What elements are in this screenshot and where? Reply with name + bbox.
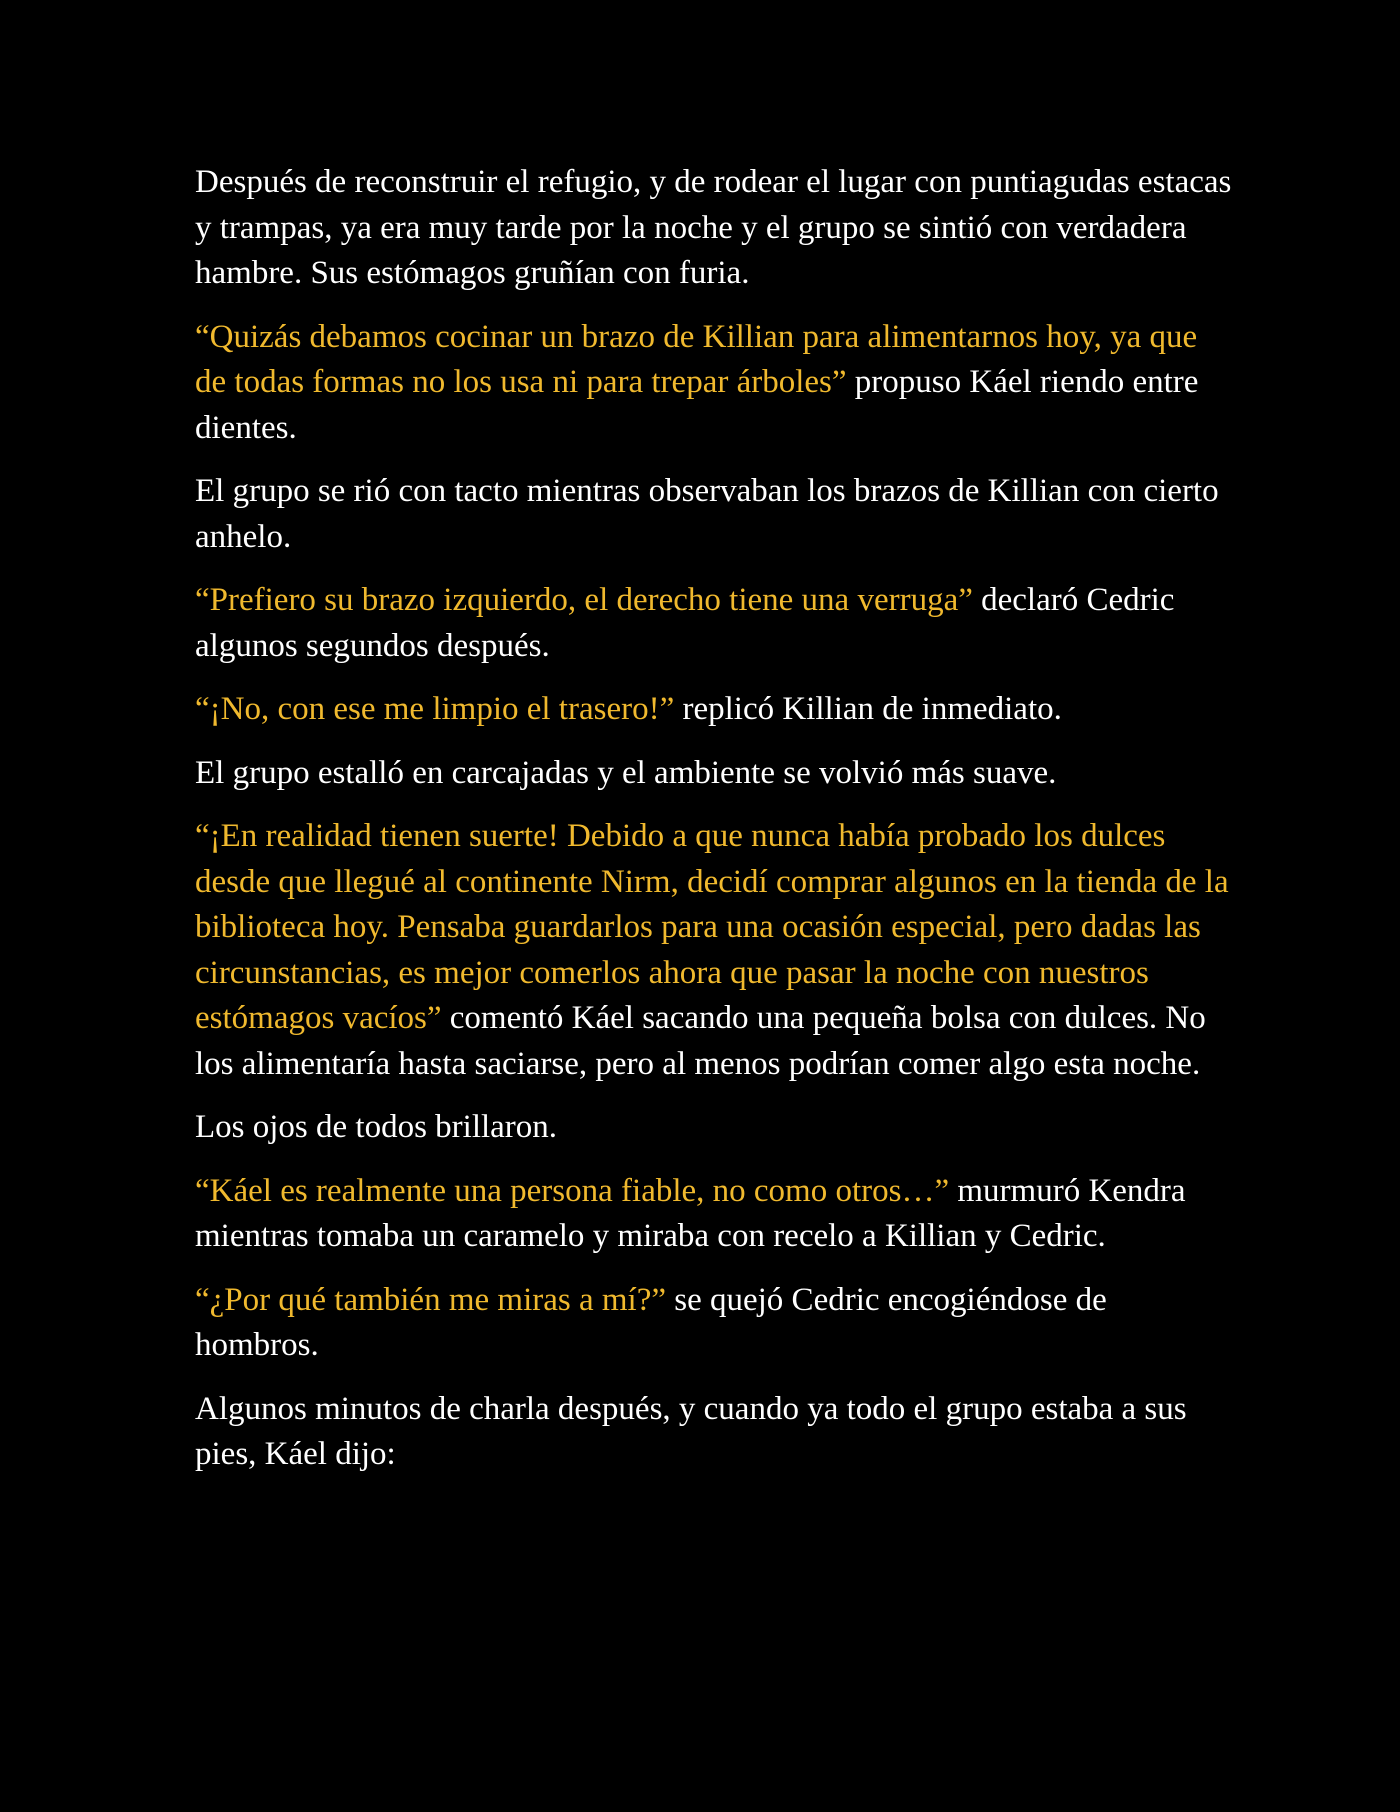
paragraph: [195, 469, 1235, 560]
narration-text: El grupo se rió con tacto mientras observaban los brazos de Killian con cierto anhelo.: [195, 473, 1219, 555]
paragraph: [195, 578, 1235, 669]
narration-text: Los ojos de todos brillaron.: [195, 1109, 558, 1145]
narration-text: murmuró Kendra mientras tomaba un caramelo y miraba con recelo a Killian y Cedric.: [195, 1172, 1186, 1254]
paragraph: [195, 814, 1235, 1087]
narration-text: propuso Káel riendo entre dientes.: [195, 364, 1199, 446]
paragraph: [195, 751, 1235, 797]
dialogue-text: “¡En realidad tienen suerte! Debido a que nunca había probado los dulces desde que llegué al continente Nirm, decidí comprar algunos en la tienda de la biblioteca hoy. Pensaba guardarlos para una ocasión especial, pero dadas las circunstancias, es mejor comerlos ahora que pasar la noche con nuestros estómagos vacíos”: [195, 818, 1229, 1036]
narration-text: comentó Káel sacando una pequeña bolsa con dulces. No los alimentaría hasta saciarse, pero al menos podrían comer algo esta noche.: [195, 1000, 1206, 1082]
dialogue-text: “¡No, con ese me limpio el trasero!”: [195, 691, 675, 727]
paragraph: [195, 1387, 1235, 1478]
narration-text: replicó Killian de inmediato.: [674, 691, 1062, 727]
dialogue-text: “Prefiero su brazo izquierdo, el derecho tiene una verruga”: [195, 582, 973, 618]
dialogue-text: “¿Por qué también me miras a mí?”: [195, 1281, 666, 1318]
narration-text: declaró Cedric algunos segundos después.: [195, 582, 1175, 664]
paragraph: [195, 1169, 1235, 1260]
paragraph: [195, 160, 1235, 297]
paragraph: [195, 687, 1235, 733]
narration-text: El grupo estalló en carcajadas y el ambiente se volvió más suave.: [195, 754, 1057, 791]
paragraph: [195, 1278, 1235, 1369]
dialogue-text: “Káel es realmente una persona fiable, no como otros…”: [195, 1172, 950, 1209]
dialogue-text: “Quizás debamos cocinar un brazo de Killian para alimentarnos hoy, ya que de todas formas no los usa ni para trepar árboles”: [195, 318, 1198, 400]
paragraph: [195, 315, 1235, 452]
narration-text: Algunos minutos de charla después, y cuando ya todo el grupo estaba a sus pies, Káel dijo:: [195, 1390, 1187, 1472]
document-page: [195, 160, 1235, 1496]
narration-text: Después de reconstruir el refugio, y de rodear el lugar con puntiagudas estacas y trampas, ya era muy tarde por la noche y el grupo se sintió con verdadera hambre. Sus estómagos gruñían con furia.: [195, 164, 1232, 291]
narration-text: se quejó Cedric encogiéndose de hombros.: [195, 1281, 1107, 1363]
paragraph: [195, 1105, 1235, 1151]
